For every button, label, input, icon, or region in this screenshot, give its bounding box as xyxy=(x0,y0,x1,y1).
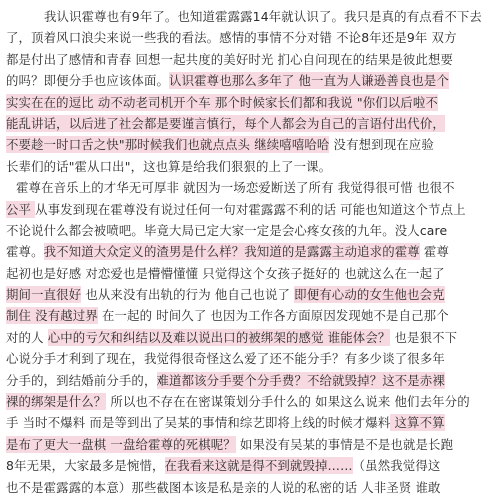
body-text: 也是狠不下 xyxy=(390,329,458,345)
text-line xyxy=(6,412,495,433)
body-text: 也从来没有出轨的行为 他自己也说了 xyxy=(81,287,295,303)
body-text: 可能也知道这个节点上 xyxy=(336,201,466,217)
body-text: 不论说什么都会被喷吧。毕竟大局已定大家一定是会心疼女孩的九年。没人care xyxy=(6,222,448,238)
body-text: 的吗？即便分手也应该体面。 xyxy=(6,73,170,89)
body-text: 分手的，到结婚前分手的， xyxy=(6,372,157,388)
text-line xyxy=(6,134,495,155)
body-text: 都是付出了感情和青春 回想一起共度的美好时光 扪心自问现在的结果是彼此想要 xyxy=(6,51,454,67)
text-line xyxy=(6,49,495,70)
body-text: 如果没有吴某的事情是不是也就是长跑 xyxy=(235,436,454,452)
paragraph-2 xyxy=(6,177,495,498)
highlighted-text: 裸的绑架是什么？ xyxy=(6,394,107,410)
text-line xyxy=(6,241,495,262)
highlighted-text: 在我看来这就是得不到就毁掉…… xyxy=(164,458,353,474)
text-line xyxy=(6,113,495,134)
text-line xyxy=(6,70,495,91)
body-text: 我认识霍尊也有9年了。也知道霍露露14年就认识了。我只是真的有点看不下去 xyxy=(44,9,482,24)
highlighted-text: 不要趁一时口舌之快"那时候我们也就点点头 继续嘻嘻哈哈 xyxy=(6,137,330,153)
highlighted-text: 能乱讲话，以后进了社会都是要谨言慎行，每个人都会为自己的言语付出代价， xyxy=(6,115,445,131)
body-text: 在一起的 时间久了 也因为工作各方面原因发现她不是自己那个 xyxy=(97,308,449,324)
text-line xyxy=(6,434,495,455)
body-text: 手 当时不爆料 而是等到出了吴某的事情和综艺即将上线的时候才爆料 xyxy=(6,415,391,431)
text-line xyxy=(6,370,495,391)
highlighted-text: 我不知道大众定义的渣男是什么样？我知道的是露露主动追求的霍尊 xyxy=(43,244,420,260)
body-text: 对的人 xyxy=(6,329,48,345)
text-line xyxy=(6,391,495,412)
highlighted-text: 制住 没有越过界 xyxy=(6,308,98,324)
text-line xyxy=(6,156,495,177)
body-text: 起初也是好感 对恋爱也是懵懵懂懂 只觉得这个女孩子挺好的 也就这么在一起了 xyxy=(6,265,445,281)
paragraph-1 xyxy=(6,6,495,177)
body-text: 长辈们的话"霍从口出"，这也算是给我们狠狠的上了一课。 xyxy=(6,158,332,174)
body-text: 了，顶着风口浪尖来说一些我的看法。感情的事情不分对错 不论8年还是9年 双方 xyxy=(6,30,457,46)
body-text: 从事发到现在霍尊没有说过任何一句对霍露露不利的话 xyxy=(35,201,337,217)
text-line xyxy=(6,477,495,498)
body-text: 也不是霍露露的本意）那些截图本该是私是亲的人说的私密的话 人非圣贤 谁敢 xyxy=(6,479,441,495)
text-line xyxy=(6,305,495,326)
highlighted-text: 是布了更大一盘棋 一盘给霍尊的死棋呢？ xyxy=(6,436,236,452)
highlighted-text: 公平 xyxy=(6,201,36,217)
body-text: 没有想到现在应验 xyxy=(329,137,434,153)
text-line xyxy=(6,348,495,369)
text-line xyxy=(6,327,495,348)
highlighted-text: 心中的亏欠和纠结以及难以说出口的被绑架的感觉 谁能体会？ xyxy=(47,329,391,345)
body-text: 8年无果，大家最多是惋惜， xyxy=(6,458,165,474)
text-line xyxy=(6,263,495,284)
text-line xyxy=(6,92,495,113)
text-line xyxy=(6,455,495,476)
highlighted-text: 难道都该分手要个分手费？不给就毁掉？这不是赤裸 xyxy=(156,372,445,388)
highlighted-text: 期间一直很好 xyxy=(6,287,82,303)
highlighted-text: 这算不算 xyxy=(390,415,445,431)
body-text: （虽然我觉得这 xyxy=(352,458,441,474)
body-text: 霍尊 xyxy=(419,244,450,260)
body-text: 霍尊。 xyxy=(6,244,44,260)
text-line xyxy=(6,27,495,48)
body-text: 所以也不存在在密谋策划分手什么的 如果这么说来 他们去年分的 xyxy=(106,394,470,410)
text-line xyxy=(6,6,495,27)
highlighted-text: 即便有心动的女生他也会克 xyxy=(294,287,445,303)
body-text: 心说分手才利到了现在，我觉得很奇怪这么爱了还不能分手？有多少谈了很多年 xyxy=(6,351,445,367)
body-text: 霍尊在音乐上的才华无可厚非 就因为一场恋爱断送了所有 我觉得很可惜 也很不 xyxy=(16,180,455,196)
text-line xyxy=(6,284,495,305)
highlighted-text: 认识霍尊也那么多年了 他一直为人谦逊善良也是个 xyxy=(169,73,450,89)
text-line xyxy=(6,220,495,241)
highlighted-text: 实实在在的逗比 动不动老司机开个车 那个时候家长们都和我说 "你们以后啦不 xyxy=(6,94,438,110)
text-line xyxy=(6,199,495,220)
text-line xyxy=(6,177,495,198)
